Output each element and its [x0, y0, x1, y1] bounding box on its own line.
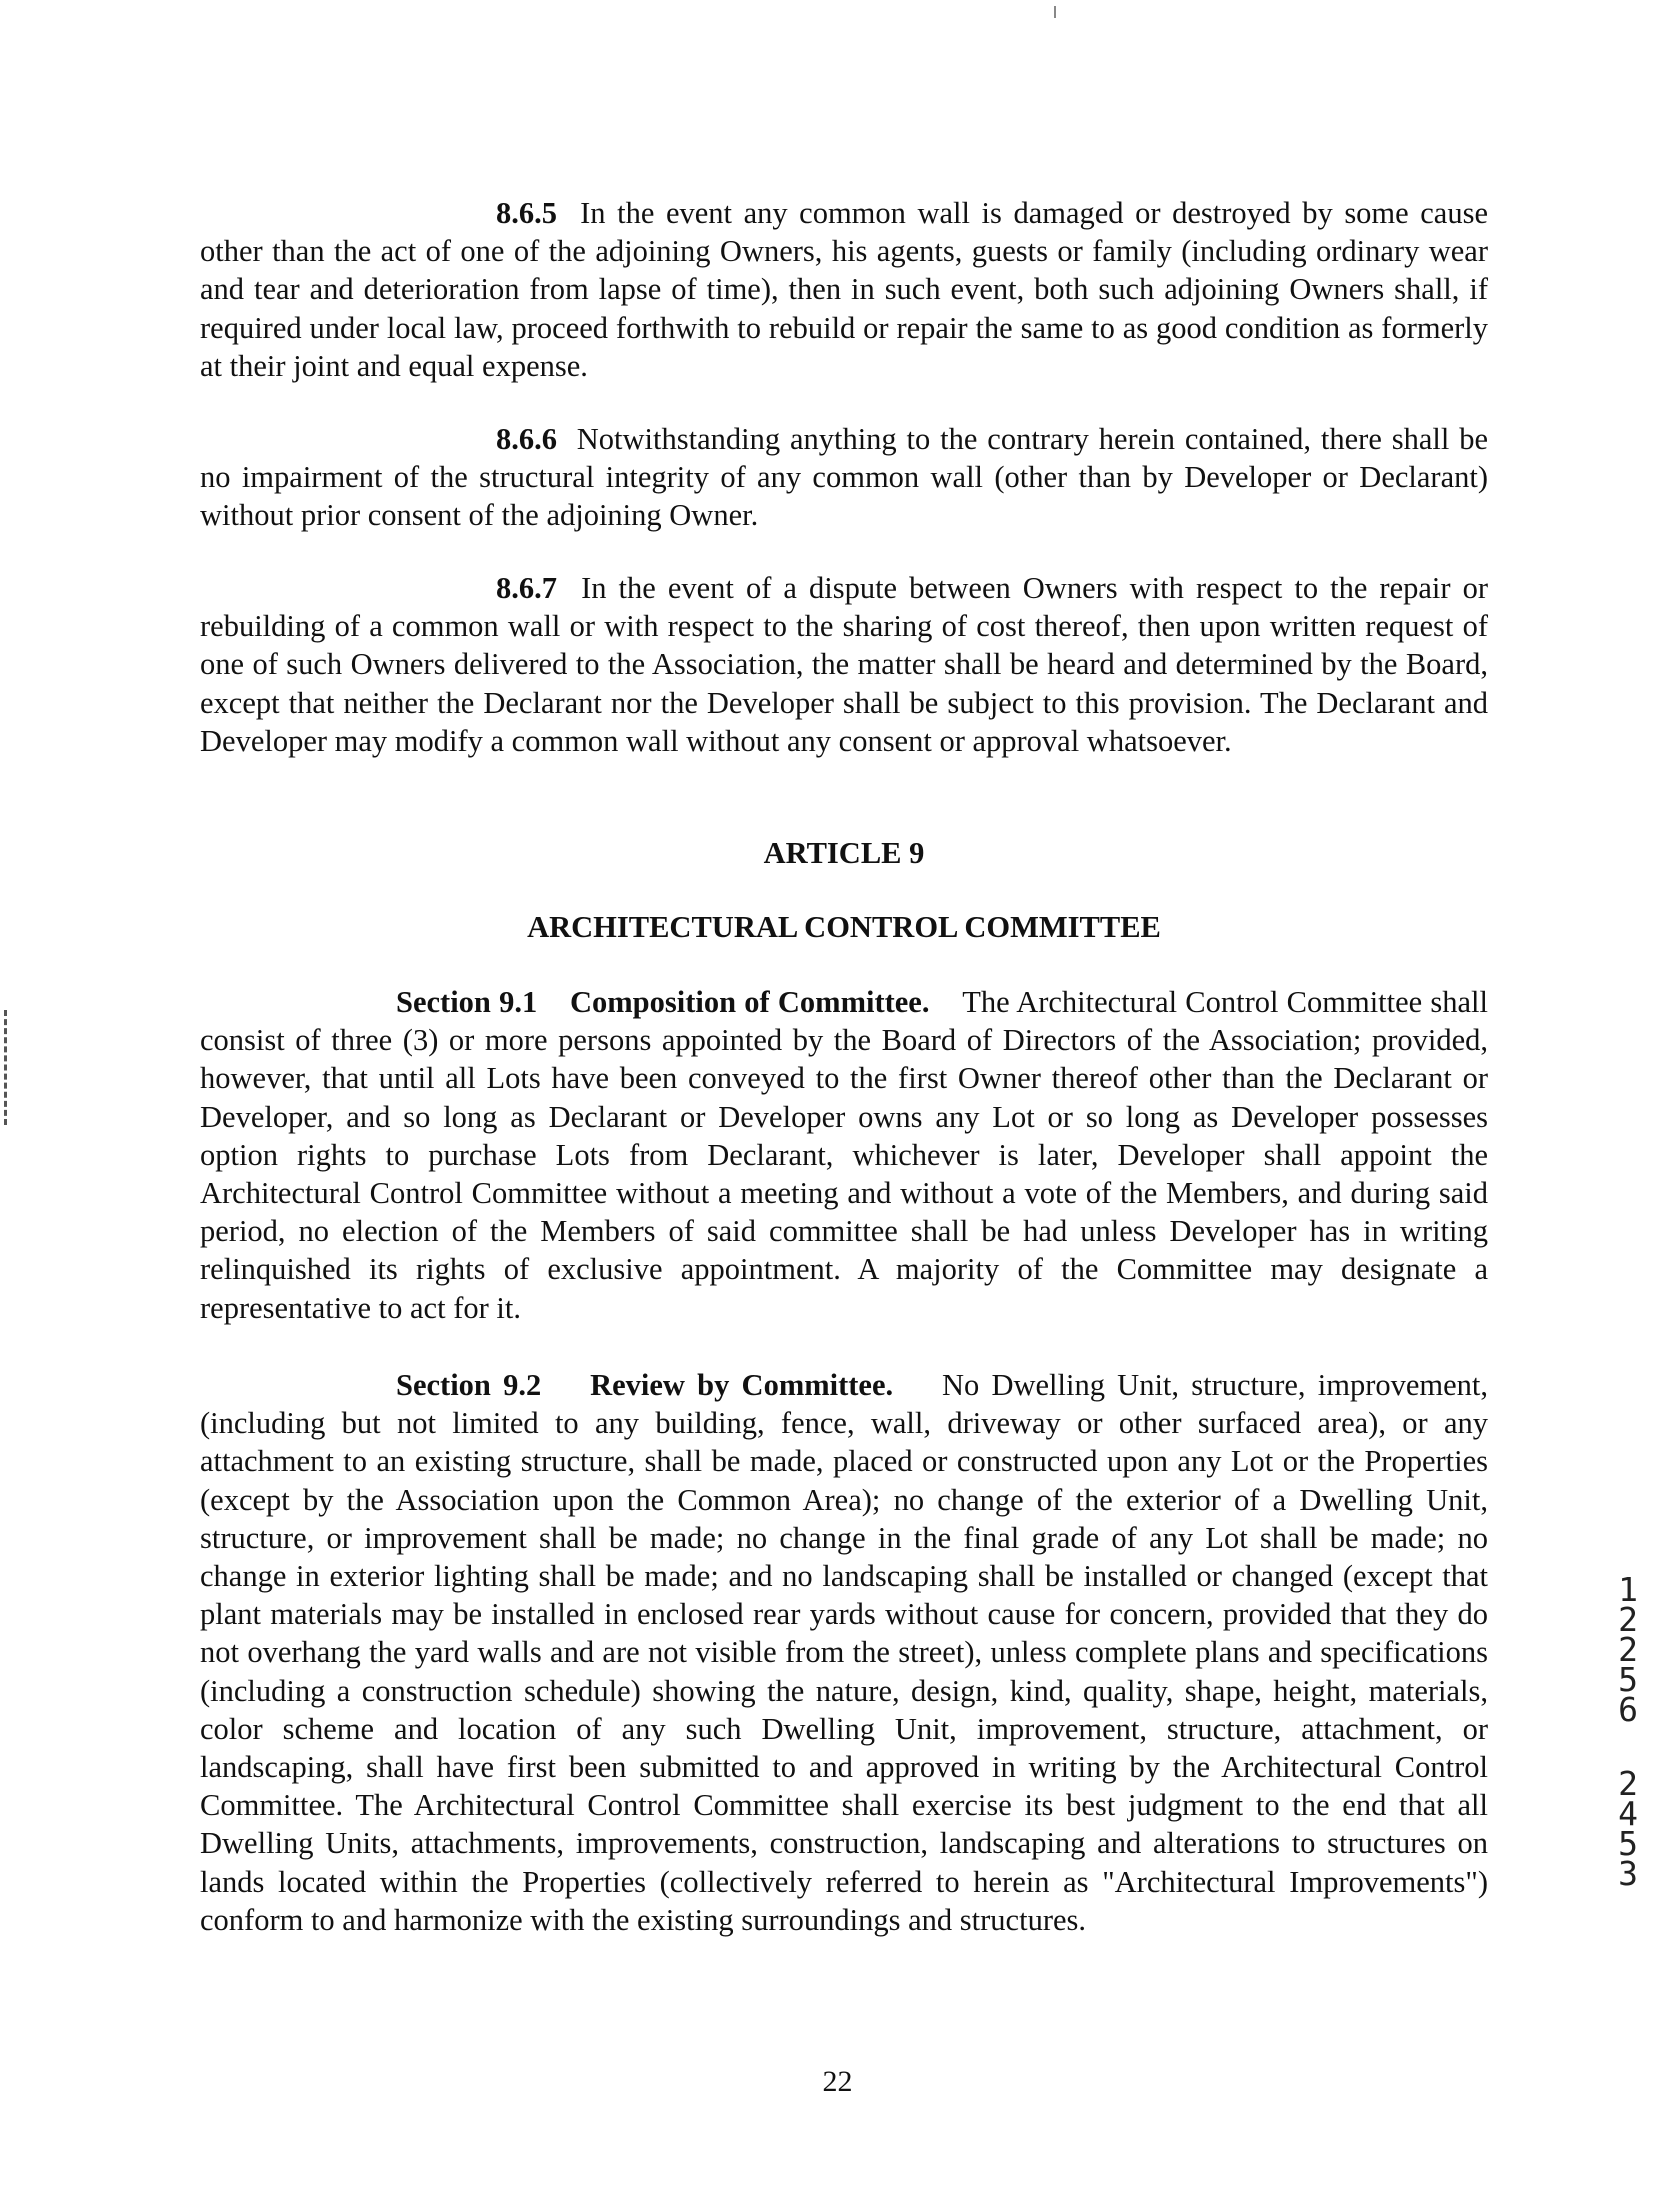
section-9-1	[200, 983, 1488, 1327]
paragraph-text: In the event of a dispute between Owners with respect to the repair or rebuilding of a common wall or with respect to the sharing of cost thereof, then upon written request of one of such Owners delivered to the Association, the matter shall be heard and determined by the Board, except that neither the Declarant nor the Developer shall be subject to this provision. The Declarant and Developer may modify a common wall without any consent or approval whatsoever.	[200, 571, 1488, 758]
stamp-number-top: 12256	[1618, 1570, 1638, 1729]
scan-artifact-tick	[1054, 6, 1056, 18]
article-number: ARTICLE 9	[763, 836, 925, 870]
section-heading: Review by Committee.	[590, 1368, 894, 1402]
section-label: Section 9.2	[396, 1368, 542, 1402]
paragraph-text: In the event any common wall is damaged or destroyed by some cause other than the act of one of the adjoining Owners, his agents, guests or family (including ordinary wear and tear and deterioration from lapse of time), then in such event, both such adjoining Owners shall, if required under local law, proceed forthwith to rebuild or repair the same to as good condition as formerly at their joint and equal expense.	[200, 196, 1488, 383]
paragraph-number: 8.6.6	[496, 422, 557, 456]
section-text: The Architectural Control Committee shall consist of three (3) or more persons appointed by the Board of Directors of the Association; provided, however, that until all Lots have been conveyed to the first Owner thereof other than the Declarant or Developer, and so long as Declarant or Developer owns any Lot or so long as Developer possesses option rights to purchase Lots from Declarant, whichever is later, Developer shall appoint the Architectural Control Committee without a meeting and without a vote of the Members, and during said period, no election of the Members of said committee shall be had unless Developer has in writing relinquished its rights of exclusive appointment. A majority of the Committee may designate a representative to act for it.	[200, 985, 1489, 1325]
paragraph-number: 8.6.7	[496, 571, 557, 605]
margin-dash-marks	[4, 1010, 10, 1125]
paragraph-8-6-6	[200, 420, 1488, 535]
stamp-number-bottom: 2453	[1618, 1764, 1638, 1893]
article-title: ARCHITECTURAL CONTROL COMMITTEE	[527, 910, 1161, 944]
paragraph-number: 8.6.5	[496, 196, 557, 230]
section-label: Section 9.1	[396, 985, 538, 1019]
section-text: No Dwelling Unit, structure, improvement, (including but not limited to any building, fence, wall, driveway or other surfaced area), or any attachment to an existing structure, shall be made, placed or constructed upon any Lot or the Properties (except by the Association upon the Common Area); no change of the exterior of a Dwelling Unit, structure, or improvement shall be made; no change in the final grade of any Lot shall be made; no change in exterior lighting shall be made; and no landscaping shall be installed or changed (except that plant materials may be installed in enclosed rear yards without cause for concern, provided that they do not overhang the yard walls and are not visible from the street), unless complete plans and specifications (including a construction schedule) showing the nature, design, kind, quality, shape, height, materials, color scheme and location of any such Dwelling Unit, improvement, structure, attachment, or landscaping, shall have first been submitted to and approved in writing by the Architectural Control Committee. The Architectural Control Committee shall exercise its best judgment to the end that all Dwelling Units, attachments, improvements, construction, landscaping and alterations to structures on lands located within the Properties (collectively referred to herein as "Architectural Improvements") conform to and harmonize with the existing surroundings and structures.	[200, 1368, 1489, 1937]
recording-stamp	[1608, 1570, 1648, 1893]
paragraph-8-6-5	[200, 194, 1488, 385]
section-9-2	[200, 1366, 1488, 1939]
paragraph-8-6-7	[200, 569, 1488, 760]
section-heading: Composition of Committee.	[570, 985, 930, 1019]
page-number: 22	[822, 2065, 853, 2098]
paragraph-text: Notwithstanding anything to the contrary herein contained, there shall be no impairment of the structural integrity of any common wall (other than by Developer or Declarant) without prior consent of the adjoining Owner.	[200, 422, 1488, 533]
